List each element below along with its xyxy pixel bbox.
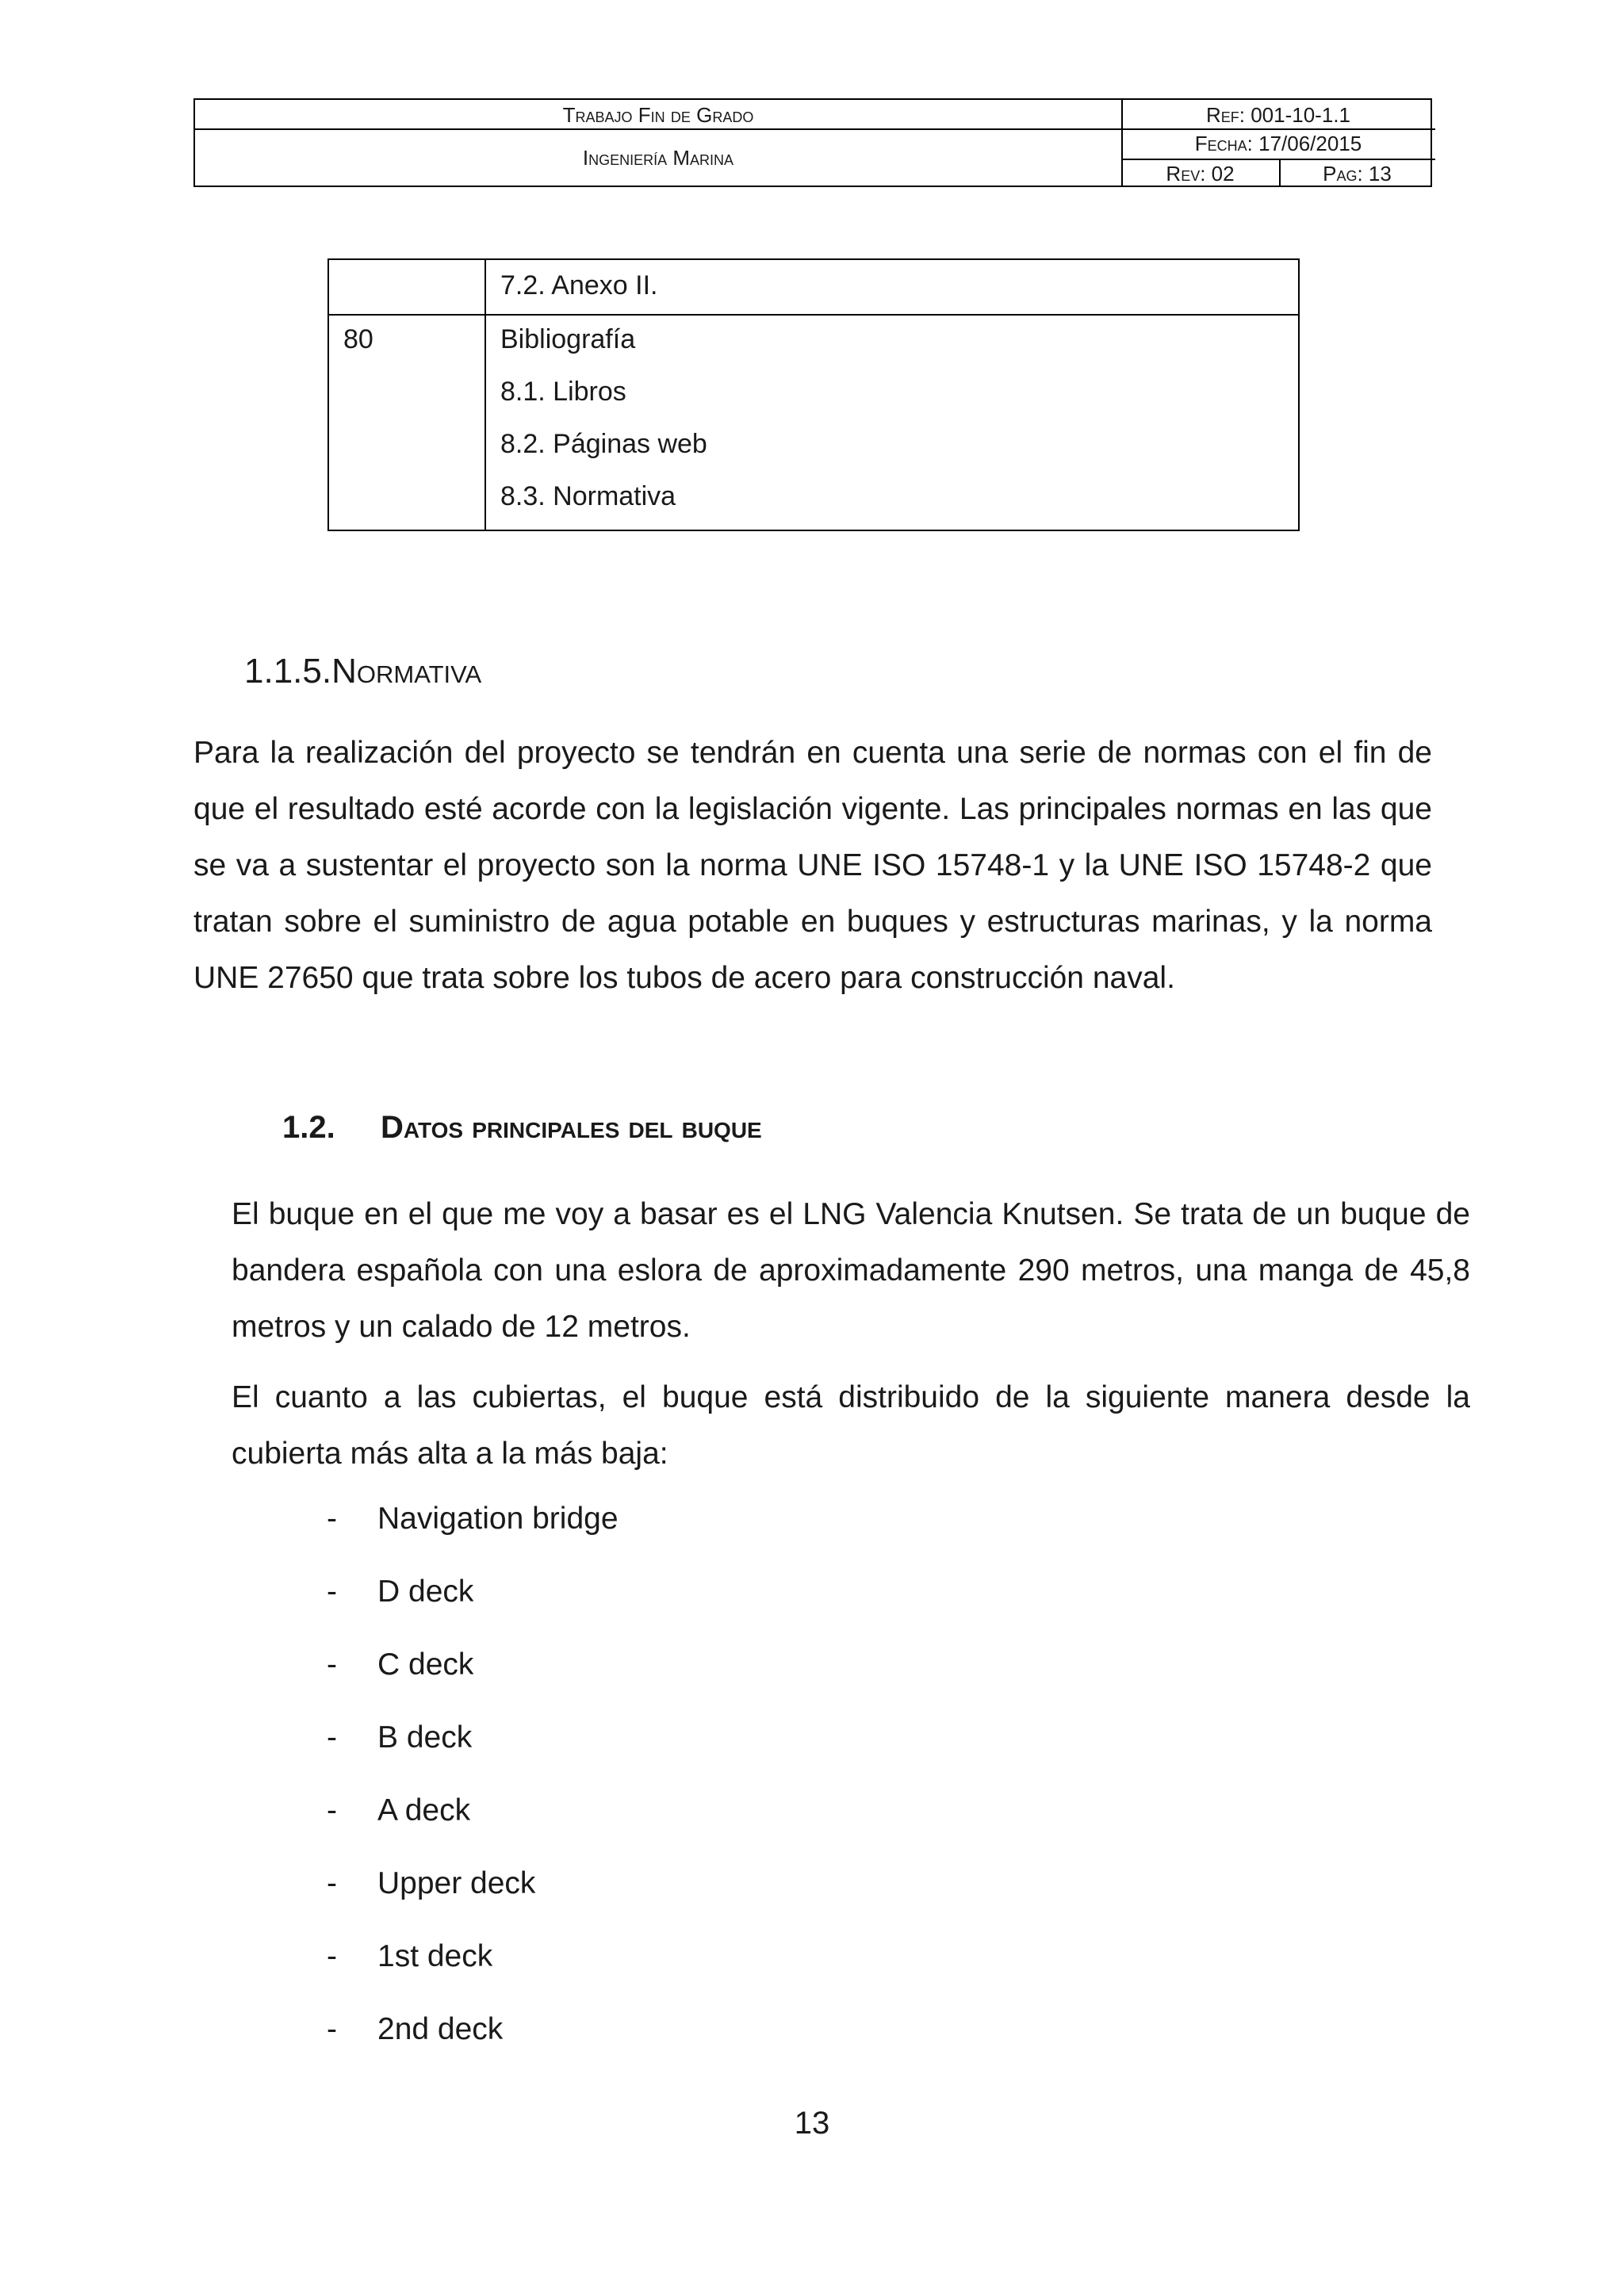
toc-row2-page: 80 bbox=[343, 324, 373, 354]
list-item: - D deck bbox=[327, 1575, 474, 1609]
page-number: 13 bbox=[794, 2106, 830, 2141]
toc-row2-entry: Bibliografía bbox=[500, 324, 636, 354]
header-rev: Rev: 02 bbox=[1166, 162, 1235, 186]
list-item: - A deck bbox=[327, 1793, 471, 1827]
normativa-paragraph: Para la realización del proyecto se tendrán en cuenta una serie de normas con el fin de que el resultado esté acorde con la legislación vigente. Las principales normas en las que se va a sustentar el proyecto son la norma UNE ISO 15748-1 y la UNE ISO 15748-2 que tratan sobre el suministro de agua potable en buques y estructuras marinas, y la norma UNE 27650 que trata sobre los tubos de acero para construcción naval. bbox=[193, 736, 1432, 995]
header-pag: Pag: 13 bbox=[1323, 162, 1392, 186]
header-fecha: Fecha: 17/06/2015 bbox=[1194, 132, 1362, 155]
document-header bbox=[193, 98, 1432, 187]
decks-intro-paragraph: El cuanto a las cubiertas, el buque está distribuido de la siguiente manera desde la cubierta más alta a la más baja: bbox=[232, 1380, 1470, 1471]
list-item: - C deck bbox=[327, 1647, 474, 1682]
section-title: Normativa bbox=[331, 652, 482, 691]
toc-table bbox=[327, 258, 1300, 531]
ship-data-paragraph: El buque en el que me voy a basar es el LNG Valencia Knutsen. Se trata de un buque de bandera española con una eslora de aproximadamente 290 metros, una manga de 45,8 metros y un calado de 12 metros. bbox=[232, 1197, 1470, 1344]
toc-row2-entry: 8.1. Libros bbox=[500, 377, 626, 407]
list-item: - B deck bbox=[327, 1720, 473, 1755]
list-item: - Upper deck bbox=[327, 1866, 536, 1900]
header-ref: Ref: 001-10-1.1 bbox=[1206, 103, 1350, 127]
list-item: - 2nd deck bbox=[327, 2012, 504, 2046]
section-number: 1.2. bbox=[282, 1110, 335, 1145]
section-heading-12 bbox=[282, 1110, 762, 1146]
toc-row2-entry: 8.2. Páginas web bbox=[500, 429, 707, 459]
section-title: Datos principales del buque bbox=[381, 1110, 762, 1145]
section-number: 1.1.5. bbox=[244, 652, 332, 691]
header-title: Trabajo Fin de Grado bbox=[562, 103, 754, 127]
toc-row2-entry: 8.3. Normativa bbox=[500, 481, 676, 511]
list-item: - Navigation bridge bbox=[327, 1502, 619, 1536]
list-item: - 1st deck bbox=[327, 1939, 493, 1973]
header-subtitle: Ingeniería Marina bbox=[582, 146, 734, 170]
deck-list bbox=[327, 1498, 619, 2082]
section-heading-115 bbox=[244, 652, 481, 691]
toc-row1-entry: 7.2. Anexo II. bbox=[500, 270, 658, 300]
